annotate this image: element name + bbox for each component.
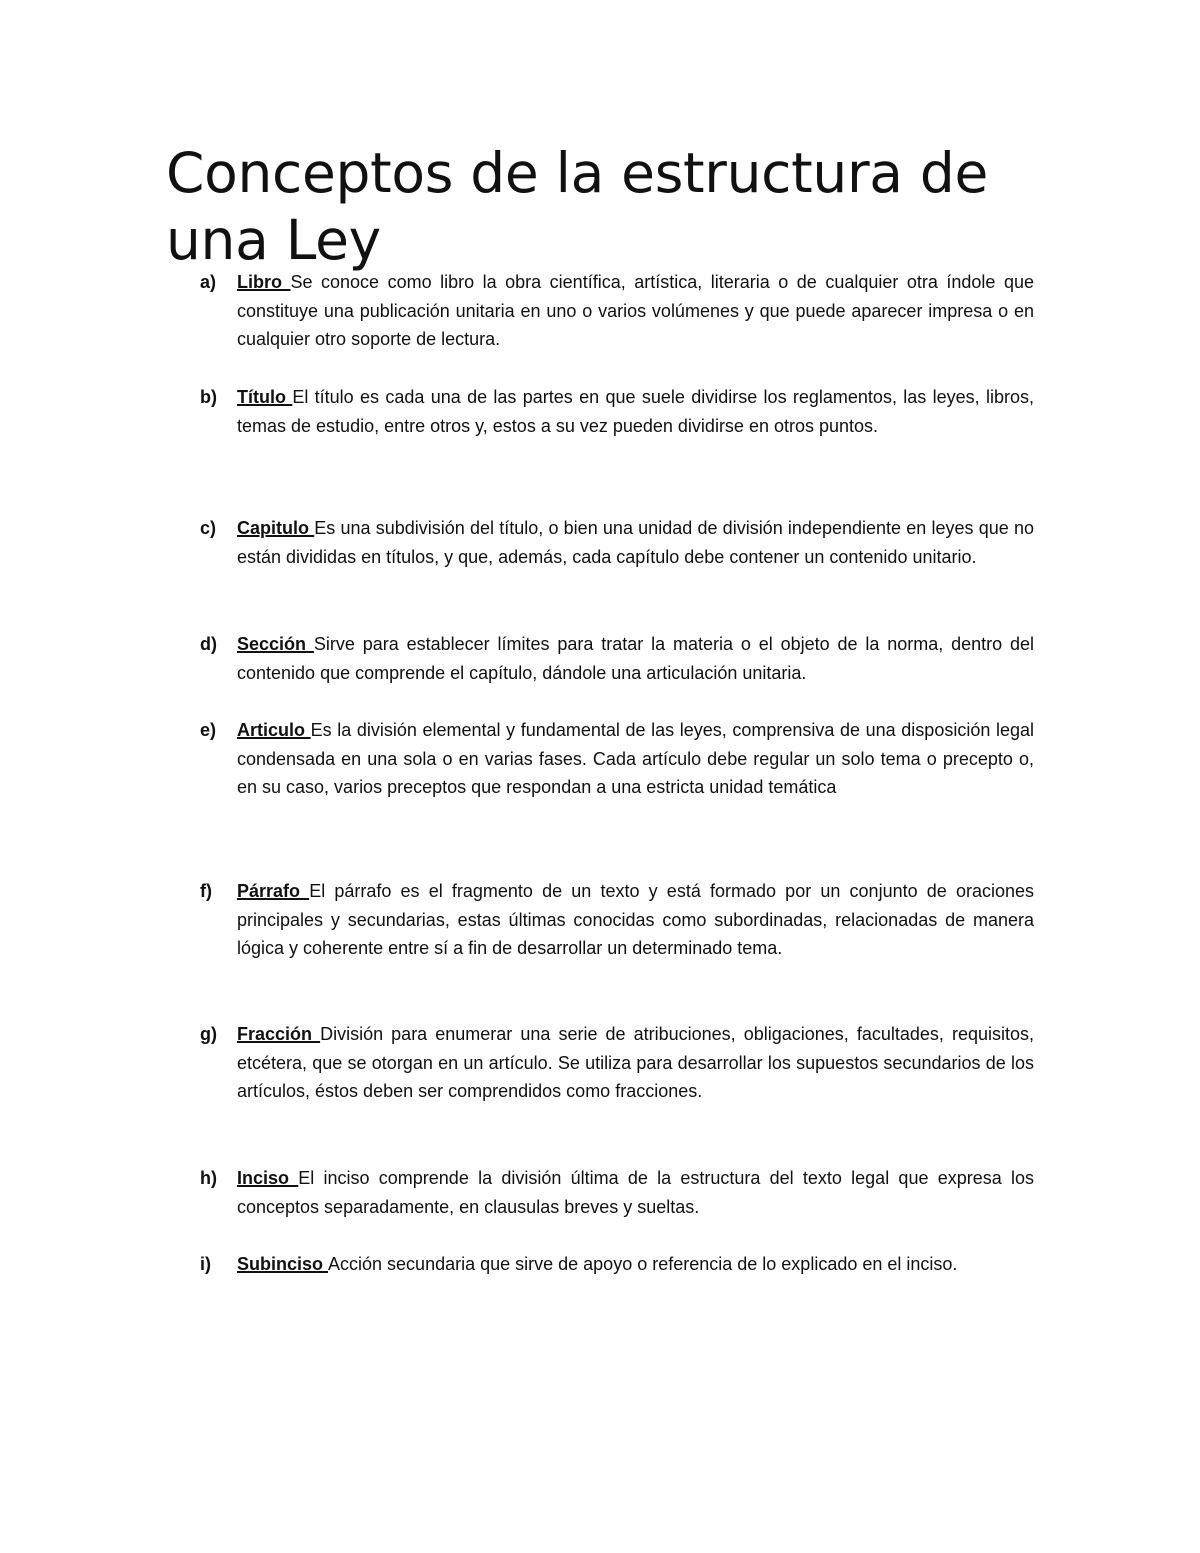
- definition-text: El párrafo es el fragmento de un texto y está formado por un conjunto de oraciones principales y secundarias, estas últimas conocidas como subordinadas, relacionadas de manera lógica y coherente entre sí a fin de desarrollar un determinado tema.: [237, 881, 1034, 959]
- definition-text: El inciso comprende la división última de la estructura del texto legal que expresa los conceptos separadamente, en clausulas breves y sueltas.: [237, 1168, 1034, 1217]
- list-item-capitulo: [200, 514, 1034, 571]
- list-item-subinciso: [200, 1250, 1034, 1279]
- list-item-body: [237, 383, 1034, 440]
- list-item-body: [237, 1020, 1034, 1106]
- definition-text: Es una subdivisión del título, o bien una unidad de división independiente en leyes que no están divididas en títulos, y que, además, cada capítulo debe contener un contenido unitario.: [237, 518, 1034, 567]
- page-title: Conceptos de la estructura de una Ley: [166, 141, 988, 272]
- list-marker: i): [200, 1254, 211, 1274]
- list-item-body: [237, 268, 1034, 354]
- list-marker: f): [200, 881, 212, 901]
- list-item-body: [237, 716, 1034, 802]
- definition-text: El título es cada una de las partes en que suele dividirse los reglamentos, las leyes, libros, temas de estudio, entre otros y, estos a su vez pueden dividirse en otros puntos.: [237, 387, 1034, 436]
- list-item-seccion: [200, 630, 1034, 687]
- list-marker: c): [200, 518, 217, 538]
- term-label: Inciso: [237, 1168, 299, 1188]
- list-marker: b): [200, 387, 217, 407]
- definition-text: Es la división elemental y fundamental de las leyes, comprensiva de una disposición legal condensada en una sola o en varias fases. Cada artículo debe regular un solo tema o precepto o, en su caso, varios preceptos que respondan a una estricta unidad temática: [237, 720, 1034, 798]
- term-label: Libro: [237, 272, 291, 292]
- list-item-body: [237, 630, 1034, 687]
- list-marker: d): [200, 634, 217, 654]
- term-label: Párrafo: [237, 881, 310, 901]
- list-item-articulo: [200, 716, 1034, 802]
- list-item-body: [237, 877, 1034, 963]
- term-label: Fracción: [237, 1024, 321, 1044]
- term-label: Articulo: [237, 720, 311, 740]
- definition-text: Se conoce como libro la obra científica, artística, literaria o de cualquier otra índole que constituye una publicación unitaria en uno o varios volúmenes y que puede aparecer impresa o en cualquier otro soporte de lectura.: [237, 272, 1034, 350]
- term-label: Capitulo: [237, 518, 315, 538]
- list-marker: g): [200, 1024, 217, 1044]
- term-label: Subinciso: [237, 1254, 329, 1274]
- list-item-body: [237, 1164, 1034, 1221]
- list-item-body: [237, 1250, 1034, 1279]
- definition-text: Acción secundaria que sirve de apoyo o referencia de lo explicado en el inciso.: [328, 1254, 958, 1274]
- term-label: Título: [237, 387, 293, 407]
- list-marker: h): [200, 1168, 217, 1188]
- list-item-fraccion: [200, 1020, 1034, 1106]
- list-item-titulo: [200, 383, 1034, 440]
- list-item-parrafo: [200, 877, 1034, 963]
- term-label: Sección: [237, 634, 314, 654]
- definition-text: División para enumerar una serie de atribuciones, obligaciones, facultades, requisitos, etcétera, que se otorgan en un artículo. Se utiliza para desarrollar los supuestos secundarios de los artículos, éstos deben ser comprendidos como fracciones.: [237, 1024, 1034, 1102]
- list-item-libro: [200, 268, 1034, 354]
- list-marker: e): [200, 720, 217, 740]
- list-marker: a): [200, 272, 217, 292]
- definition-text: Sirve para establecer límites para tratar la materia o el objeto de la norma, dentro del contenido que comprende el capítulo, dándole una articulación unitaria.: [237, 634, 1034, 683]
- list-item-body: [237, 514, 1034, 571]
- list-item-inciso: [200, 1164, 1034, 1221]
